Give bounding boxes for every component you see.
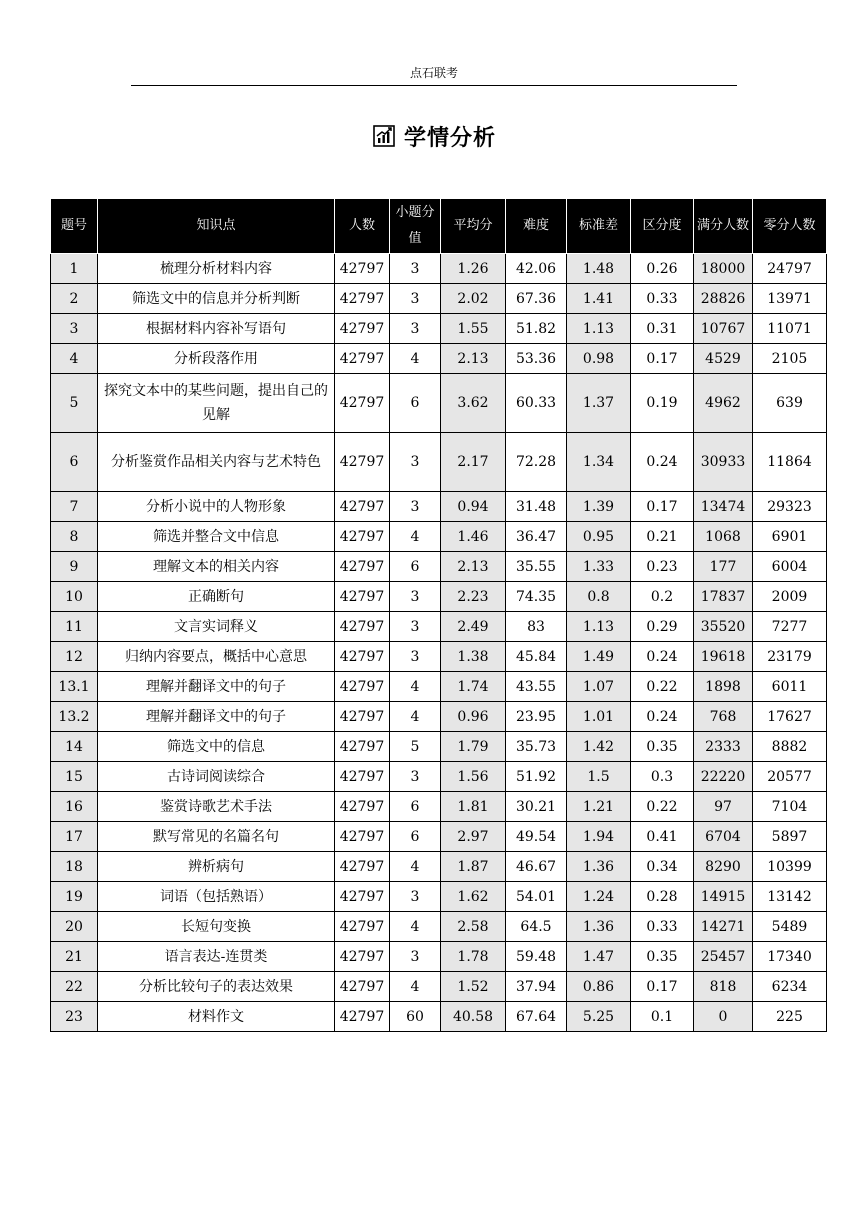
cell-col-std-dev: 1.34 [567,433,631,492]
cell-col-std-dev: 1.94 [567,822,631,852]
cell-col-number: 9 [51,552,98,582]
cell-col-count: 42797 [335,374,390,433]
cell-col-full-score-count: 25457 [694,942,753,972]
cell-col-discrimination: 0.26 [631,254,694,284]
cell-col-average: 1.46 [441,522,506,552]
cell-col-full-score-count: 818 [694,972,753,1002]
cell-col-difficulty: 35.73 [506,732,567,762]
table-row [51,762,827,792]
cell-col-zero-score-count: 29323 [753,492,827,522]
cell-col-difficulty: 37.94 [506,972,567,1002]
cell-col-average: 3.62 [441,374,506,433]
cell-col-full-score-count: 17837 [694,582,753,612]
cell-col-discrimination: 0.17 [631,972,694,1002]
cell-col-count: 42797 [335,912,390,942]
cell-col-full-score-count: 28826 [694,284,753,314]
cell-col-difficulty: 64.5 [506,912,567,942]
cell-col-number: 5 [51,374,98,433]
cell-col-full-score-count: 1898 [694,672,753,702]
cell-col-number: 2 [51,284,98,314]
cell-col-average: 2.23 [441,582,506,612]
cell-col-average: 2.13 [441,344,506,374]
header-col-item-score: 小题分值 [390,199,441,254]
cell-col-difficulty: 45.84 [506,642,567,672]
cell-col-std-dev: 1.37 [567,374,631,433]
cell-col-zero-score-count: 7277 [753,612,827,642]
cell-col-zero-score-count: 11071 [753,314,827,344]
cell-col-std-dev: 1.36 [567,852,631,882]
cell-col-count: 42797 [335,284,390,314]
table-row [51,732,827,762]
cell-col-std-dev: 1.21 [567,792,631,822]
stats-table [50,198,827,1032]
cell-col-difficulty: 59.48 [506,942,567,972]
cell-col-item-score: 4 [390,912,441,942]
cell-col-discrimination: 0.22 [631,672,694,702]
table-header [51,199,827,254]
cell-col-difficulty: 67.36 [506,284,567,314]
header-col-std-dev: 标准差 [567,199,631,254]
cell-col-knowledge-point: 长短句变换 [98,912,335,942]
table-row [51,852,827,882]
cell-col-knowledge-point: 归纳内容要点，概括中心意思 [98,642,335,672]
cell-col-discrimination: 0.35 [631,732,694,762]
table-row [51,522,827,552]
cell-col-zero-score-count: 23179 [753,642,827,672]
header-col-full-score-count: 满分人数 [694,199,753,254]
cell-col-difficulty: 60.33 [506,374,567,433]
cell-col-number: 13.1 [51,672,98,702]
cell-col-count: 42797 [335,552,390,582]
table-row [51,492,827,522]
header-col-zero-score-count: 零分人数 [753,199,827,254]
cell-col-number: 20 [51,912,98,942]
cell-col-item-score: 3 [390,582,441,612]
cell-col-full-score-count: 22220 [694,762,753,792]
cell-col-zero-score-count: 11864 [753,433,827,492]
header-col-average: 平均分 [441,199,506,254]
cell-col-knowledge-point: 词语（包括熟语） [98,882,335,912]
cell-col-average: 1.56 [441,762,506,792]
cell-col-difficulty: 46.67 [506,852,567,882]
cell-col-discrimination: 0.24 [631,702,694,732]
cell-col-item-score: 3 [390,433,441,492]
cell-col-discrimination: 0.24 [631,433,694,492]
cell-col-count: 42797 [335,792,390,822]
table-row [51,582,827,612]
table-row [51,792,827,822]
cell-col-item-score: 6 [390,374,441,433]
cell-col-count: 42797 [335,522,390,552]
cell-col-knowledge-point: 筛选并整合文中信息 [98,522,335,552]
header-col-knowledge-point: 知识点 [98,199,335,254]
cell-col-item-score: 5 [390,732,441,762]
header-text: 点石联考 [409,66,458,80]
cell-col-average: 1.52 [441,972,506,1002]
cell-col-zero-score-count: 5489 [753,912,827,942]
cell-col-knowledge-point: 分析小说中的人物形象 [98,492,335,522]
cell-col-number: 11 [51,612,98,642]
cell-col-zero-score-count: 13971 [753,284,827,314]
cell-col-knowledge-point: 分析段落作用 [98,344,335,374]
cell-col-full-score-count: 14915 [694,882,753,912]
cell-col-std-dev: 1.42 [567,732,631,762]
cell-col-full-score-count: 14271 [694,912,753,942]
cell-col-difficulty: 49.54 [506,822,567,852]
cell-col-zero-score-count: 5897 [753,822,827,852]
cell-col-zero-score-count: 6901 [753,522,827,552]
cell-col-std-dev: 1.07 [567,672,631,702]
cell-col-number: 22 [51,972,98,1002]
table-body [51,254,827,1032]
cell-col-zero-score-count: 639 [753,374,827,433]
cell-col-discrimination: 0.1 [631,1002,694,1032]
cell-col-discrimination: 0.33 [631,912,694,942]
cell-col-count: 42797 [335,702,390,732]
cell-col-item-score: 4 [390,522,441,552]
cell-col-knowledge-point: 默写常见的名篇名句 [98,822,335,852]
section-title [0,118,868,154]
table-row [51,254,827,284]
header-col-discrimination: 区分度 [631,199,694,254]
cell-col-zero-score-count: 24797 [753,254,827,284]
table-row [51,942,827,972]
cell-col-count: 42797 [335,612,390,642]
cell-col-number: 4 [51,344,98,374]
cell-col-discrimination: 0.17 [631,492,694,522]
cell-col-item-score: 3 [390,254,441,284]
cell-col-difficulty: 23.95 [506,702,567,732]
cell-col-difficulty: 83 [506,612,567,642]
cell-col-count: 42797 [335,822,390,852]
title-text: 学情分析 [403,125,496,151]
cell-col-difficulty: 72.28 [506,433,567,492]
table-row [51,642,827,672]
cell-col-item-score: 4 [390,972,441,1002]
cell-col-discrimination: 0.2 [631,582,694,612]
header-col-difficulty: 难度 [506,199,567,254]
table-row [51,284,827,314]
cell-col-number: 7 [51,492,98,522]
cell-col-full-score-count: 10767 [694,314,753,344]
cell-col-average: 0.96 [441,702,506,732]
table-row [51,1002,827,1032]
cell-col-difficulty: 54.01 [506,882,567,912]
cell-col-full-score-count: 18000 [694,254,753,284]
cell-col-item-score: 3 [390,612,441,642]
cell-col-full-score-count: 1068 [694,522,753,552]
cell-col-item-score: 3 [390,314,441,344]
cell-col-average: 2.02 [441,284,506,314]
cell-col-knowledge-point: 材料作文 [98,1002,335,1032]
cell-col-average: 1.79 [441,732,506,762]
table-row [51,882,827,912]
table-row [51,912,827,942]
cell-col-difficulty: 35.55 [506,552,567,582]
table-row [51,972,827,1002]
cell-col-item-score: 4 [390,852,441,882]
cell-col-item-score: 4 [390,702,441,732]
cell-col-discrimination: 0.3 [631,762,694,792]
cell-col-full-score-count: 768 [694,702,753,732]
cell-col-zero-score-count: 20577 [753,762,827,792]
cell-col-count: 42797 [335,582,390,612]
cell-col-count: 42797 [335,942,390,972]
cell-col-zero-score-count: 2105 [753,344,827,374]
cell-col-average: 2.13 [441,552,506,582]
cell-col-number: 16 [51,792,98,822]
cell-col-full-score-count: 6704 [694,822,753,852]
cell-col-item-score: 3 [390,882,441,912]
cell-col-std-dev: 1.33 [567,552,631,582]
cell-col-zero-score-count: 225 [753,1002,827,1032]
cell-col-full-score-count: 97 [694,792,753,822]
cell-col-average: 1.26 [441,254,506,284]
cell-col-number: 3 [51,314,98,344]
header-col-count: 人数 [335,199,390,254]
cell-col-average: 40.58 [441,1002,506,1032]
cell-col-average: 1.38 [441,642,506,672]
header-col-number: 题号 [51,199,98,254]
cell-col-item-score: 3 [390,642,441,672]
cell-col-zero-score-count: 2009 [753,582,827,612]
cell-col-knowledge-point: 梳理分析材料内容 [98,254,335,284]
cell-col-discrimination: 0.31 [631,314,694,344]
cell-col-average: 0.94 [441,492,506,522]
table-header-row [51,199,827,254]
cell-col-item-score: 6 [390,792,441,822]
cell-col-std-dev: 1.49 [567,642,631,672]
cell-col-knowledge-point: 探究文本中的某些问题，提出自己的见解 [98,374,335,433]
cell-col-difficulty: 30.21 [506,792,567,822]
cell-col-number: 18 [51,852,98,882]
cell-col-std-dev: 0.98 [567,344,631,374]
cell-col-std-dev: 5.25 [567,1002,631,1032]
cell-col-number: 12 [51,642,98,672]
cell-col-item-score: 6 [390,822,441,852]
cell-col-std-dev: 1.48 [567,254,631,284]
cell-col-std-dev: 1.5 [567,762,631,792]
cell-col-std-dev: 1.13 [567,314,631,344]
cell-col-discrimination: 0.41 [631,822,694,852]
cell-col-number: 14 [51,732,98,762]
cell-col-zero-score-count: 7104 [753,792,827,822]
cell-col-number: 17 [51,822,98,852]
cell-col-zero-score-count: 6004 [753,552,827,582]
table-row [51,314,827,344]
cell-col-knowledge-point: 理解并翻译文中的句子 [98,672,335,702]
cell-col-average: 1.81 [441,792,506,822]
cell-col-difficulty: 53.36 [506,344,567,374]
cell-col-average: 1.87 [441,852,506,882]
cell-col-std-dev: 1.01 [567,702,631,732]
cell-col-count: 42797 [335,314,390,344]
cell-col-discrimination: 0.29 [631,612,694,642]
cell-col-item-score: 4 [390,344,441,374]
cell-col-zero-score-count: 17627 [753,702,827,732]
cell-col-number: 13.2 [51,702,98,732]
cell-col-count: 42797 [335,254,390,284]
cell-col-number: 8 [51,522,98,552]
cell-col-average: 2.97 [441,822,506,852]
cell-col-std-dev: 1.36 [567,912,631,942]
cell-col-difficulty: 51.92 [506,762,567,792]
cell-col-number: 10 [51,582,98,612]
cell-col-zero-score-count: 6234 [753,972,827,1002]
cell-col-average: 2.17 [441,433,506,492]
cell-col-difficulty: 74.35 [506,582,567,612]
cell-col-count: 42797 [335,433,390,492]
cell-col-knowledge-point: 理解并翻译文中的句子 [98,702,335,732]
cell-col-discrimination: 0.23 [631,552,694,582]
cell-col-std-dev: 0.86 [567,972,631,1002]
cell-col-difficulty: 36.47 [506,522,567,552]
cell-col-zero-score-count: 13142 [753,882,827,912]
cell-col-std-dev: 1.41 [567,284,631,314]
cell-col-number: 15 [51,762,98,792]
cell-col-discrimination: 0.24 [631,642,694,672]
cell-col-item-score: 3 [390,492,441,522]
cell-col-std-dev: 1.47 [567,942,631,972]
cell-col-count: 42797 [335,852,390,882]
cell-col-std-dev: 0.8 [567,582,631,612]
cell-col-average: 1.55 [441,314,506,344]
cell-col-knowledge-point: 鉴赏诗歌艺术手法 [98,792,335,822]
table-row [51,702,827,732]
cell-col-average: 1.74 [441,672,506,702]
cell-col-full-score-count: 4962 [694,374,753,433]
cell-col-full-score-count: 4529 [694,344,753,374]
cell-col-full-score-count: 30933 [694,433,753,492]
cell-col-count: 42797 [335,344,390,374]
cell-col-full-score-count: 0 [694,1002,753,1032]
cell-col-discrimination: 0.33 [631,284,694,314]
cell-col-discrimination: 0.28 [631,882,694,912]
cell-col-item-score: 3 [390,942,441,972]
table-row [51,822,827,852]
cell-col-std-dev: 1.39 [567,492,631,522]
cell-col-knowledge-point: 正确断句 [98,582,335,612]
page-header [131,64,737,86]
cell-col-full-score-count: 2333 [694,732,753,762]
table-row [51,552,827,582]
cell-col-std-dev: 0.95 [567,522,631,552]
cell-col-item-score: 60 [390,1002,441,1032]
cell-col-difficulty: 67.64 [506,1002,567,1032]
cell-col-knowledge-point: 筛选文中的信息并分析判断 [98,284,335,314]
cell-col-knowledge-point: 古诗词阅读综合 [98,762,335,792]
cell-col-full-score-count: 13474 [694,492,753,522]
cell-col-number: 6 [51,433,98,492]
cell-col-count: 42797 [335,1002,390,1032]
cell-col-difficulty: 42.06 [506,254,567,284]
cell-col-count: 42797 [335,492,390,522]
cell-col-number: 19 [51,882,98,912]
cell-col-knowledge-point: 文言实词释义 [98,612,335,642]
cell-col-count: 42797 [335,672,390,702]
cell-col-discrimination: 0.35 [631,942,694,972]
cell-col-knowledge-point: 理解文本的相关内容 [98,552,335,582]
cell-col-item-score: 4 [390,672,441,702]
cell-col-count: 42797 [335,882,390,912]
cell-col-difficulty: 31.48 [506,492,567,522]
cell-col-full-score-count: 177 [694,552,753,582]
cell-col-discrimination: 0.22 [631,792,694,822]
cell-col-std-dev: 1.24 [567,882,631,912]
cell-col-zero-score-count: 17340 [753,942,827,972]
table-row [51,344,827,374]
cell-col-average: 2.49 [441,612,506,642]
table-row [51,672,827,702]
table-row [51,433,827,492]
cell-col-count: 42797 [335,762,390,792]
cell-col-item-score: 3 [390,762,441,792]
cell-col-difficulty: 51.82 [506,314,567,344]
cell-col-zero-score-count: 8882 [753,732,827,762]
cell-col-zero-score-count: 6011 [753,672,827,702]
cell-col-average: 1.78 [441,942,506,972]
cell-col-discrimination: 0.34 [631,852,694,882]
cell-col-number: 21 [51,942,98,972]
cell-col-discrimination: 0.21 [631,522,694,552]
cell-col-knowledge-point: 辨析病句 [98,852,335,882]
cell-col-std-dev: 1.13 [567,612,631,642]
cell-col-average: 1.62 [441,882,506,912]
table-row [51,374,827,433]
cell-col-count: 42797 [335,642,390,672]
cell-col-knowledge-point: 分析比较句子的表达效果 [98,972,335,1002]
cell-col-item-score: 6 [390,552,441,582]
cell-col-discrimination: 0.17 [631,344,694,374]
cell-col-full-score-count: 35520 [694,612,753,642]
cell-col-knowledge-point: 根据材料内容补写语句 [98,314,335,344]
cell-col-count: 42797 [335,732,390,762]
cell-col-knowledge-point: 分析鉴赏作品相关内容与艺术特色 [98,433,335,492]
cell-col-number: 1 [51,254,98,284]
chart-icon [372,124,396,148]
cell-col-zero-score-count: 10399 [753,852,827,882]
cell-col-count: 42797 [335,972,390,1002]
cell-col-knowledge-point: 筛选文中的信息 [98,732,335,762]
cell-col-item-score: 3 [390,284,441,314]
cell-col-full-score-count: 8290 [694,852,753,882]
cell-col-average: 2.58 [441,912,506,942]
cell-col-full-score-count: 19618 [694,642,753,672]
cell-col-discrimination: 0.19 [631,374,694,433]
cell-col-number: 23 [51,1002,98,1032]
cell-col-knowledge-point: 语言表达-连贯类 [98,942,335,972]
table-row [51,612,827,642]
cell-col-difficulty: 43.55 [506,672,567,702]
